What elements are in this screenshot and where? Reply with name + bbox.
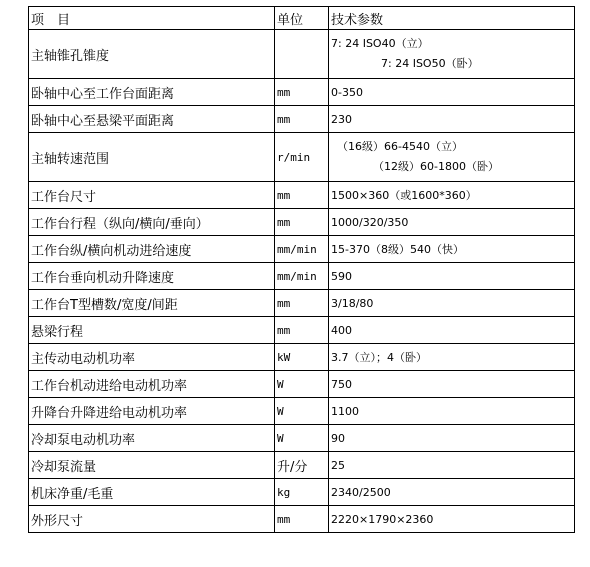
table-row [29, 425, 575, 452]
row-unit: mm [275, 182, 329, 209]
row-unit: mm [275, 290, 329, 317]
table-row [29, 133, 575, 182]
row-item: 悬梁行程 [29, 317, 275, 344]
row-unit: mm [275, 106, 329, 133]
row-item: 升降台升降进给电动机功率 [29, 398, 275, 425]
row-value: 400 [329, 317, 575, 344]
row-value: 1500×360（或1600*360） [329, 182, 575, 209]
row-unit: mm [275, 209, 329, 236]
row-value [329, 30, 575, 79]
row-value: 25 [329, 452, 575, 479]
row-unit: mm [275, 79, 329, 106]
table-row [29, 106, 575, 133]
value-line: 7: 24 ISO50（卧） [381, 57, 479, 70]
row-item: 工作台机动进给电动机功率 [29, 371, 275, 398]
row-value: 1000/320/350 [329, 209, 575, 236]
row-item: 工作台行程（纵向/横向/垂向） [29, 209, 275, 236]
row-item: 卧轴中心至悬梁平面距离 [29, 106, 275, 133]
row-item: 工作台T型槽数/宽度/间距 [29, 290, 275, 317]
table-row [29, 236, 575, 263]
row-unit: 升/分 [275, 452, 329, 479]
table-row [29, 506, 575, 533]
header-value: 技术参数 [329, 7, 575, 30]
row-value: 750 [329, 371, 575, 398]
row-value: 2220×1790×2360 [329, 506, 575, 533]
row-item: 外形尺寸 [29, 506, 275, 533]
table-row [29, 79, 575, 106]
row-unit: W [275, 398, 329, 425]
header-unit: 单位 [275, 7, 329, 30]
row-item: 工作台尺寸 [29, 182, 275, 209]
spec-table [28, 6, 575, 533]
row-value: 0-350 [329, 79, 575, 106]
row-unit [275, 30, 329, 79]
row-unit: mm/min [275, 236, 329, 263]
row-value [329, 133, 575, 182]
row-value: 3.7（立）；4（卧） [329, 344, 575, 371]
table-row [29, 290, 575, 317]
row-unit: W [275, 371, 329, 398]
value-line: （16级）66-4540（立） [337, 140, 463, 153]
row-unit: mm [275, 317, 329, 344]
table-row [29, 371, 575, 398]
table-row [29, 263, 575, 290]
row-item: 工作台纵/横向机动进给速度 [29, 236, 275, 263]
row-unit: W [275, 425, 329, 452]
row-item: 主传动电动机功率 [29, 344, 275, 371]
row-item: 主轴转速范围 [29, 133, 275, 182]
table-row [29, 452, 575, 479]
row-value: 3/18/80 [329, 290, 575, 317]
table-row [29, 344, 575, 371]
row-value: 230 [329, 106, 575, 133]
value-line: 7: 24 ISO40（立） [331, 37, 429, 50]
row-unit: mm/min [275, 263, 329, 290]
row-value: 1100 [329, 398, 575, 425]
row-item: 主轴锥孔锥度 [29, 30, 275, 79]
row-unit: mm [275, 506, 329, 533]
row-item: 机床净重/毛重 [29, 479, 275, 506]
row-value: 590 [329, 263, 575, 290]
row-value: 90 [329, 425, 575, 452]
row-item: 卧轴中心至工作台面距离 [29, 79, 275, 106]
table-row [29, 182, 575, 209]
table-row [29, 209, 575, 236]
header-item: 项 目 [29, 7, 275, 30]
table-header-row [29, 7, 575, 30]
row-unit: r/min [275, 133, 329, 182]
row-item: 冷却泵电动机功率 [29, 425, 275, 452]
row-value: 15-370（8级）540（快） [329, 236, 575, 263]
table-row [29, 479, 575, 506]
table-row [29, 30, 575, 79]
row-item: 冷却泵流量 [29, 452, 275, 479]
row-item: 工作台垂向机动升降速度 [29, 263, 275, 290]
value-line: （12级）60-1800（卧） [373, 160, 499, 173]
row-unit: kg [275, 479, 329, 506]
table-row [29, 317, 575, 344]
row-unit: kW [275, 344, 329, 371]
table-row [29, 398, 575, 425]
row-value: 2340/2500 [329, 479, 575, 506]
